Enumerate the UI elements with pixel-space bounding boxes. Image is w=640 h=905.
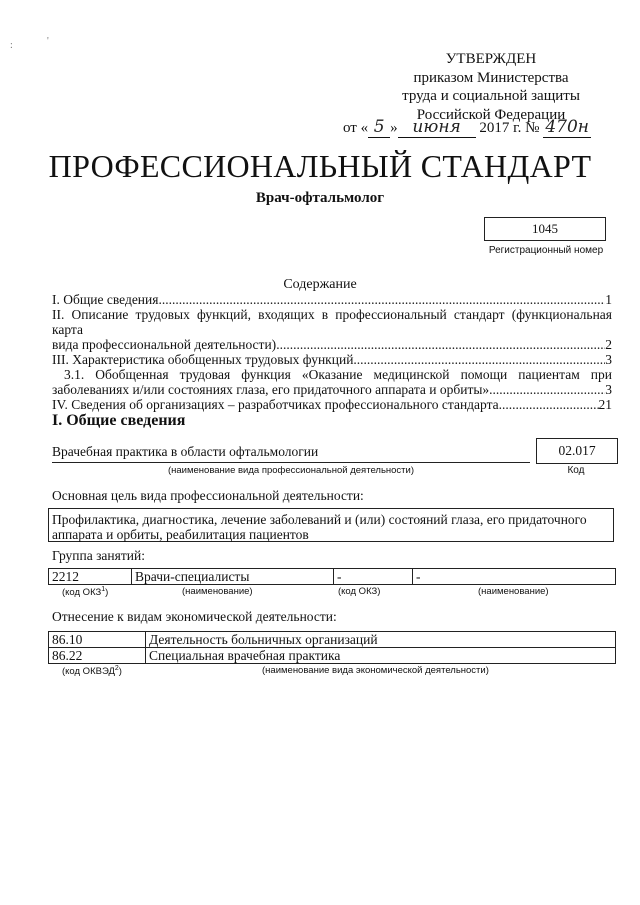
order-line [343, 117, 591, 138]
toc-item-page: 3 [605, 352, 612, 367]
toc-item-text: I. Общие сведения [52, 292, 159, 307]
registration-number-label: Регистрационный номер [488, 245, 604, 256]
code-caption: Код [567, 465, 585, 476]
table-cell: - [334, 569, 413, 585]
toc-dots [489, 382, 605, 397]
toc-item[interactable] [52, 292, 612, 307]
approval-line: Российской Федерации [416, 106, 566, 123]
table-of-contents [52, 292, 612, 412]
table-caption: (код ОКЗ) [338, 586, 381, 597]
goal-label: Основная цель вида профессиональной деятельности: [52, 488, 364, 503]
order-prefix: от « [343, 120, 369, 136]
table-row [49, 648, 616, 664]
toc-heading: Содержание [283, 277, 357, 292]
toc-item-text: IV. Сведения об организациях – разработчиках профессионального стандарта [52, 397, 499, 412]
toc-item-text: III. Характеристика обобщенных трудовых функций [52, 352, 354, 367]
toc-item-text: II. Описание трудовых функций, входящих в профессиональный стандарт (функциональная карта [52, 307, 612, 337]
okved-table [48, 631, 616, 664]
toc-item-text: 3.1. Обобщенная трудовая функция «Оказание медицинской помощи пациентам при [64, 367, 612, 382]
order-mid: » [390, 120, 398, 136]
table-caption: (наименование) [182, 586, 253, 597]
table-cell: 86.22 [49, 648, 146, 664]
table-cell: 2212 [49, 569, 132, 585]
section-heading: I. Общие сведения [52, 412, 186, 429]
okved-label: Отнесение к видам экономической деятельности: [52, 609, 337, 624]
toc-dots [499, 397, 599, 412]
toc-dots [276, 337, 605, 352]
toc-item-text: заболеваниях и/или состояниях глаза, его придаточного аппарата и орбиты» [52, 382, 490, 397]
toc-item-page: 3 [605, 382, 612, 397]
toc-item[interactable] [52, 352, 612, 367]
table-cell: Специальная врачебная практика [146, 648, 616, 664]
activity-caption: (наименование вида профессиональной деятельности) [167, 465, 415, 476]
toc-item-page: 2 [605, 337, 612, 352]
registration-number-box: 1045 [484, 217, 606, 241]
table-caption: (код ОКВЭД$^2$) [62, 665, 122, 678]
approval-line: приказом Министерства [413, 69, 569, 86]
table-cell: 86.10 [49, 632, 146, 648]
divider [52, 462, 530, 463]
toc-item[interactable] [52, 307, 612, 352]
scan-mark: ' [47, 36, 49, 47]
approval-line: УТВЕРЖДЕН [445, 51, 537, 67]
table-caption: (наименование вида экономической деятельности) [262, 665, 489, 676]
toc-item-page: 21 [598, 397, 612, 412]
approval-block [385, 50, 597, 124]
order-year: 2017 г. № [479, 120, 540, 136]
toc-item[interactable] [52, 367, 612, 397]
table-row [49, 632, 616, 648]
table-cell: - [413, 569, 616, 585]
page-subtitle: Врач-офтальмолог [255, 190, 385, 206]
order-month: июня [398, 117, 476, 138]
table-row [49, 569, 616, 585]
page-title: ПРОФЕССИОНАЛЬНЫЙ СТАНДАРТ [48, 148, 592, 184]
table-cell: Врачи-специалисты [132, 569, 334, 585]
goal-text-box: Профилактика, диагностика, лечение заболеваний и (или) состояний глаза, его придаточного аппарата и орбиты, реабилитация пациентов [48, 508, 614, 542]
order-number: 470н [543, 117, 591, 138]
toc-dots [353, 352, 605, 367]
toc-item[interactable] [52, 397, 612, 412]
toc-item-page: 1 [605, 292, 612, 307]
table-caption: (код ОКЗ$^1$) [62, 586, 109, 599]
scan-mark: : [10, 40, 13, 51]
occupation-group-table [48, 568, 616, 585]
group-label: Группа занятий: [52, 548, 145, 563]
toc-item-text: вида профессиональной деятельности) [52, 337, 277, 352]
activity-code-box: 02.017 [536, 438, 618, 464]
table-cell: Деятельность больничных организаций [146, 632, 616, 648]
order-day: 5 [368, 117, 390, 138]
approval-line: труда и социальной защиты [402, 88, 580, 104]
table-caption: (наименование) [478, 586, 549, 597]
toc-dots [158, 292, 605, 307]
activity-name: Врачебная практика в области офтальмологии [52, 444, 319, 459]
